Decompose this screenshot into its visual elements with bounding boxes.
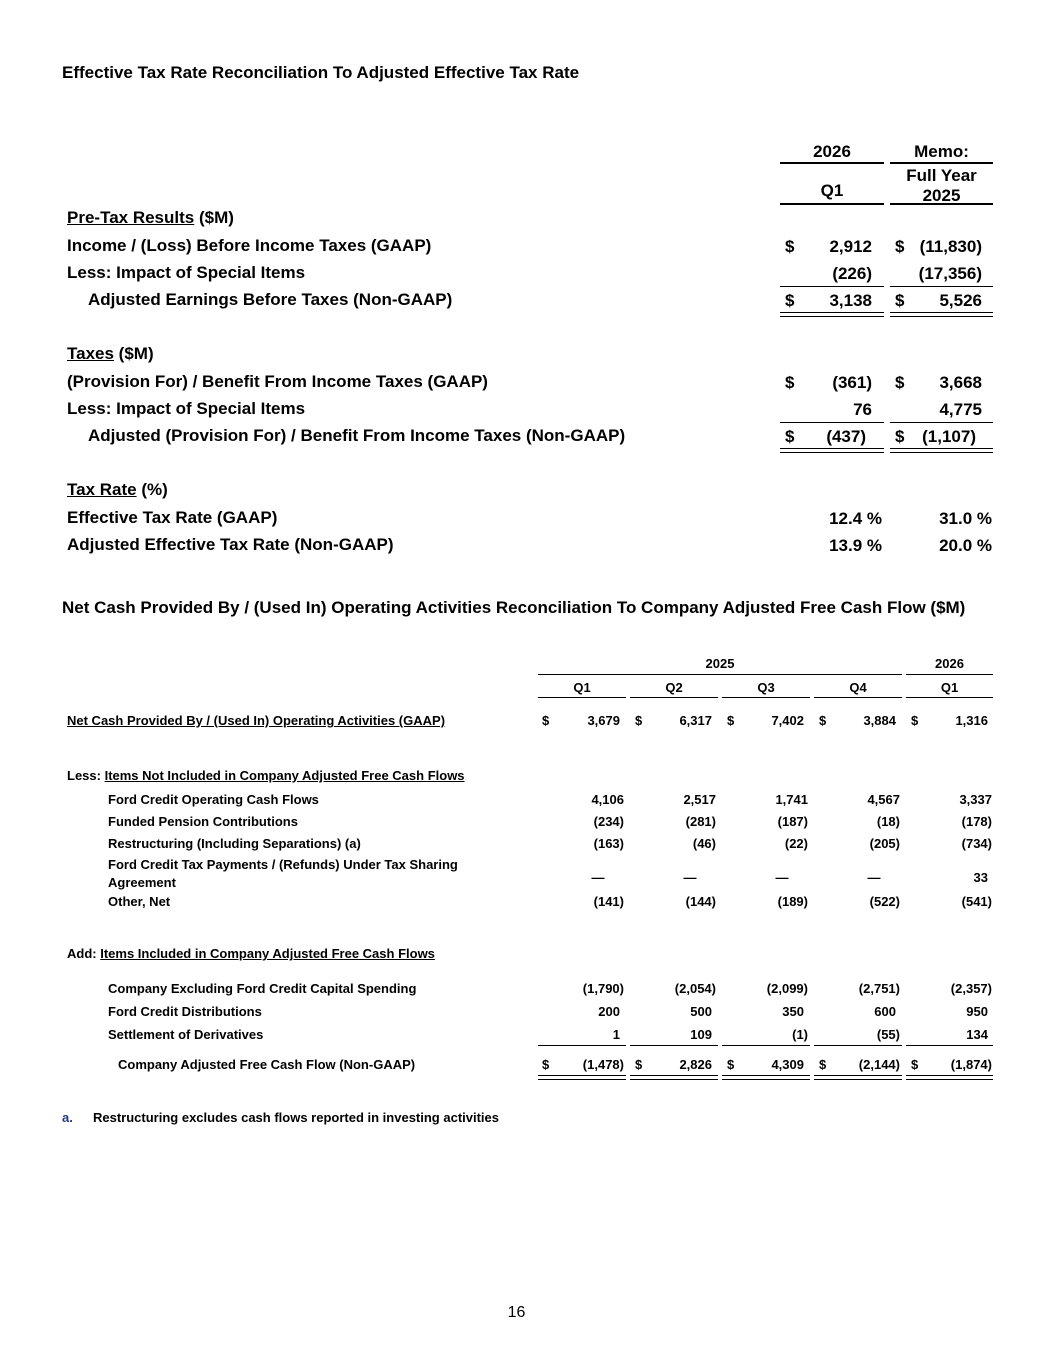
fcf-value: (734) [961,836,992,851]
fcf-value: (281) [685,814,716,829]
fcf-value: 1 [612,1027,620,1042]
fcf-value: (234) [593,814,624,829]
fcf-less-row-label: Ford Credit Tax Payments / (Refunds) Under Tax Sharing [108,857,458,872]
fcf-value: 1,741 [775,792,808,807]
fcf-value: (2,099) [766,981,808,996]
dollar-sign: $ [785,427,795,446]
fcf-year-2026: 2026 [935,656,964,671]
fcf-value: 600 [874,1004,896,1019]
taxes-value-fy: (1,107) [922,427,976,446]
fcf-value: (144) [685,894,716,909]
pretax-row-label: Income / (Loss) Before Income Taxes (GAAP) [67,236,432,255]
fcf-value: (46) [692,836,716,851]
fcf-value: (1,790) [582,981,624,996]
fcf-col-q3-2025: Q3 [757,680,775,695]
fcf-col-q1-2025: Q1 [573,680,591,695]
tax-section-title: Effective Tax Rate Reconciliation To Adjusted Effective Tax Rate [62,63,580,82]
fcf-value: (141) [593,894,624,909]
tax-col-fy-year: 2025 [922,186,961,205]
fcf-value: — [683,870,697,885]
footnote-text: Restructuring excludes cash flows reported in investing activities [93,1110,500,1125]
rate-value-fy: 20.0 % [939,536,992,555]
taxes-value-q1: 76 [853,400,872,419]
rate-value-q1: 12.4 % [829,509,882,528]
pretax-value-q1: 2,912 [829,237,872,256]
dollar-sign: $ [819,1057,827,1072]
fcf-ops-value: 6,317 [679,713,712,728]
fcf-total-value: 4,309 [771,1057,804,1072]
fcf-value: 350 [782,1004,804,1019]
fcf-col-q2-2025: Q2 [665,680,683,695]
pretax-value-fy: (11,830) [919,237,982,256]
fcf-value: (187) [777,814,808,829]
fcf-total-value: 2,826 [679,1057,712,1072]
fcf-less-row-label: Ford Credit Operating Cash Flows [108,792,319,807]
rate-value-q1: 13.9 % [829,536,882,555]
fcf-value: (205) [869,836,900,851]
fcf-value: 200 [598,1004,620,1019]
pretax-value-fy: 5,526 [939,291,982,310]
dollar-sign: $ [635,713,643,728]
fcf-value: 4,106 [591,792,624,807]
page-number: 16 [507,1304,526,1321]
fcf-value: (55) [876,1027,900,1042]
fcf-value: (189) [777,894,808,909]
dollar-sign: $ [542,1057,550,1072]
fcf-total-label: Company Adjusted Free Cash Flow (Non-GAAP) [118,1057,416,1072]
dollar-sign: $ [635,1057,643,1072]
fcf-value: (2,357) [950,981,992,996]
dollar-sign: $ [895,427,905,446]
taxes-row-label: Adjusted (Provision For) / Benefit From Income Taxes (Non-GAAP) [88,426,626,445]
dollar-sign: $ [542,713,550,728]
fcf-value: (163) [593,836,624,851]
dollar-sign: $ [727,713,735,728]
fcf-value: (2,751) [858,981,900,996]
fcf-total-value: (2,144) [858,1057,900,1072]
taxes-value-q1: (361) [832,373,872,392]
dollar-sign: $ [785,291,795,310]
tax-col-quarter: Q1 [820,181,844,200]
rate-heading: Tax Rate (%) [67,480,168,499]
fcf-ops-value: 1,316 [955,713,988,728]
pretax-row-label: Less: Impact of Special Items [67,263,306,282]
dollar-sign: $ [785,237,795,256]
fcf-value: 4,567 [867,792,900,807]
pretax-value-q1: (226) [832,264,872,283]
fcf-value: (522) [869,894,900,909]
dollar-sign: $ [895,373,905,392]
fcf-value: 500 [690,1004,712,1019]
taxes-value-fy: 4,775 [939,400,982,419]
tax-col-fy-label: Full Year [906,166,977,185]
fcf-value: (541) [961,894,992,909]
dollar-sign: $ [911,713,919,728]
fcf-ops-value: 3,679 [587,713,620,728]
taxes-row-label: (Provision For) / Benefit From Income Taxes (GAAP) [67,372,488,391]
fcf-total-value: (1,874) [950,1057,992,1072]
tax-col-year: 2026 [813,142,851,161]
fcf-value: 950 [966,1004,988,1019]
fcf-total-value: (1,478) [582,1057,624,1072]
fcf-value: — [867,870,881,885]
fcf-value: 33 [973,870,988,885]
fcf-add-heading: Add: Items Included in Company Adjusted Free Cash Flows [67,946,435,961]
fcf-col-q1-2026: Q1 [940,680,959,695]
dollar-sign: $ [819,713,827,728]
fcf-value: 109 [690,1027,712,1042]
fcf-add-row-label: Company Excluding Ford Credit Capital Spending [108,981,417,996]
fcf-year-2025: 2025 [705,656,735,671]
fcf-section-title: Net Cash Provided By / (Used In) Operating Activities Reconciliation To Company Adjusted Free Cash Flow ($M) [62,598,966,617]
taxes-value-q1: (437) [826,427,866,446]
dollar-sign: $ [911,1057,919,1072]
tax-col-memo: Memo: [914,142,969,161]
fcf-ops-value: 3,884 [863,713,896,728]
fcf-col-q4-2025: Q4 [849,680,867,695]
dollar-sign: $ [895,237,905,256]
fcf-add-row-label: Ford Credit Distributions [108,1004,262,1019]
fcf-ops-label: Net Cash Provided By / (Used In) Operating Activities (GAAP) [67,713,446,728]
pretax-row-label: Adjusted Earnings Before Taxes (Non-GAAP) [88,290,453,309]
fcf-value: (2,054) [674,981,716,996]
pretax-value-q1: 3,138 [829,291,872,310]
pretax-value-fy: (17,356) [918,264,982,283]
fcf-less-row-label: Funded Pension Contributions [108,814,298,829]
fcf-less-row-label: Restructuring (Including Separations) (a) [108,836,361,851]
fcf-value: 3,337 [959,792,992,807]
taxes-value-fy: 3,668 [939,373,982,392]
taxes-heading: Taxes ($M) [67,344,154,363]
rate-value-fy: 31.0 % [939,509,992,528]
fcf-value: (22) [784,836,808,851]
fcf-less-row-label: Other, Net [108,894,171,909]
fcf-value: (18) [876,814,900,829]
fcf-value: — [591,870,605,885]
rate-row-label: Effective Tax Rate (GAAP) [67,508,278,527]
fcf-value: 2,517 [683,792,716,807]
fcf-less-heading: Less: Items Not Included in Company Adjusted Free Cash Flows [67,768,465,783]
pretax-heading: Pre-Tax Results ($M) [67,208,234,227]
footnote-letter: a. [62,1110,73,1125]
fcf-value: (1) [792,1027,808,1042]
fcf-ops-value: 7,402 [771,713,804,728]
fcf-value: — [775,870,789,885]
fcf-less-row-label-cont: Agreement [108,875,176,890]
dollar-sign: $ [785,373,795,392]
dollar-sign: $ [895,291,905,310]
rate-row-label: Adjusted Effective Tax Rate (Non-GAAP) [67,535,394,554]
dollar-sign: $ [727,1057,735,1072]
fcf-value: (178) [961,814,992,829]
taxes-row-label: Less: Impact of Special Items [67,399,306,418]
fcf-value: 134 [966,1027,988,1042]
fcf-add-row-label: Settlement of Derivatives [108,1027,264,1042]
